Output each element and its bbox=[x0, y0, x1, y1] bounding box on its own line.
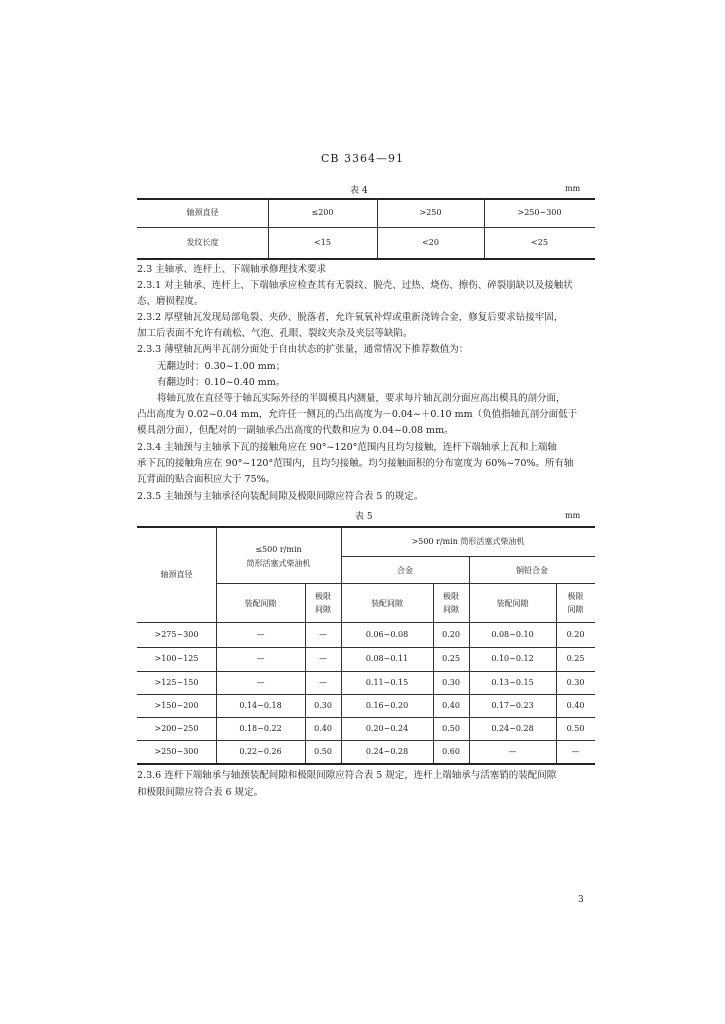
para-flange: 有翻边时：0.10~0.40 mm。 bbox=[157, 377, 286, 388]
table5-cell-diameter: >125~150 bbox=[154, 678, 199, 687]
table5-cell-limit-alloy: 0.60 bbox=[442, 747, 460, 756]
table5-cell-fit-alloy: 0.16~0.20 bbox=[365, 701, 409, 710]
table4-caption: 表 4 bbox=[350, 186, 368, 196]
table5-cell-limit-alloy: 0.50 bbox=[442, 724, 460, 733]
para-measure-a: 将轴瓦放在直径等于轴瓦实际外径的半圆模具内测量，要求每片轴瓦剖分面应高出模具的剖分面， bbox=[157, 393, 566, 404]
table4-unit: mm bbox=[565, 184, 581, 193]
table5-head-high-speed: >500 r/min 筒形活塞式柴油机 bbox=[411, 537, 525, 546]
table5-cell-limit-low: — bbox=[319, 630, 327, 639]
table5-cell-fit-copper: 0.24~0.28 bbox=[491, 724, 534, 733]
table5-cell-fit-low: — bbox=[256, 654, 265, 663]
table5-head-alloy: 合金 bbox=[397, 566, 413, 575]
table5-cell-limit-copper: 0.30 bbox=[566, 678, 585, 687]
table5-cell-fit-low: 0.14~0.18 bbox=[239, 701, 282, 710]
table5-cell-diameter: >250~300 bbox=[154, 747, 199, 756]
table5-cell-diameter: >275~300 bbox=[154, 630, 199, 639]
para-2-3: 2.3 主轴承、连杆上、下端轴承修理技术要求 bbox=[137, 264, 327, 275]
table5-cell-fit-copper: 0.10~0.12 bbox=[491, 654, 534, 663]
table5-cell-diameter: >100~125 bbox=[154, 654, 199, 663]
table5-head-fit-2: 装配间隙 bbox=[371, 599, 403, 608]
table5-cell-limit-alloy: 0.40 bbox=[442, 701, 460, 710]
table5-cell-fit-alloy: 0.06~0.08 bbox=[365, 630, 409, 639]
table5-cell-limit-low: 0.40 bbox=[314, 724, 332, 733]
para-2-3-4-c: 瓦背面的贴合面积应大于 75%。 bbox=[137, 474, 276, 485]
table5-head-limit-2: 极限 bbox=[443, 592, 459, 601]
table5-cell-fit-alloy: 0.11~0.15 bbox=[365, 678, 409, 687]
table5-head-fit-1: 装配间隙 bbox=[244, 599, 277, 608]
table5-head-copper-lead: 铜铅合金 bbox=[516, 566, 548, 575]
para-2-3-5: 2.3.5 主轴颈与主轴承径向装配间隙及极限间隙应符合表 5 的规定。 bbox=[137, 491, 424, 502]
table5-cell-limit-copper: 0.20 bbox=[566, 630, 585, 639]
table5-cell-fit-low: — bbox=[256, 678, 265, 687]
table5-cell-fit-alloy: 0.20~0.24 bbox=[365, 724, 409, 733]
table5-head-journal: 轴颈直径 bbox=[160, 570, 193, 579]
table5-cell-fit-alloy: 0.24~0.28 bbox=[365, 747, 409, 756]
table5-head-low-speed-type: 筒形活塞式柴油机 bbox=[246, 559, 311, 568]
table4-row2-c1: <15 bbox=[314, 238, 331, 247]
table5-head-low-speed: ≤500 r/min bbox=[255, 545, 302, 554]
table5-caption: 表 5 bbox=[355, 512, 373, 522]
para-2-3-4-b: 承下瓦的接触角应在 90°~120°范围内，且均匀接触。均匀接触面积的分布宽度为 60%~70%。所有轴 bbox=[137, 458, 574, 469]
para-2-3-4-a: 2.3.4 主轴颈与主轴承下瓦的接触角应在 90°~120°范围内且均匀接触，连杆下端轴承上瓦和上端轴 bbox=[137, 442, 557, 453]
table5-cell-fit-copper: — bbox=[508, 747, 517, 756]
table5-cell-limit-copper: — bbox=[571, 747, 580, 756]
table5-cell-limit-low: 0.50 bbox=[314, 747, 332, 756]
para-2-3-6-a: 2.3.6 连杆下端轴承与轴颈装配间隙和极限间隙应符合表 5 规定，连杆上端轴承与活塞销的装配间隙 bbox=[137, 770, 557, 781]
table5-cell-fit-low: 0.22~0.26 bbox=[239, 747, 282, 756]
table5-cell-limit-alloy: 0.25 bbox=[442, 654, 460, 663]
table4-row2-c3: <25 bbox=[531, 238, 548, 247]
table5-cell-limit-copper: 0.25 bbox=[566, 654, 585, 663]
table5-unit: mm bbox=[565, 511, 581, 520]
table5-head-fit-3: 装配间隙 bbox=[496, 599, 529, 608]
table5-cell-limit-low: 0.30 bbox=[314, 701, 332, 710]
table5-cell-diameter: >150~200 bbox=[154, 701, 199, 710]
table5-cell-limit-alloy: 0.30 bbox=[442, 678, 460, 687]
standard-number: CB 3364—91 bbox=[321, 152, 404, 165]
table5-cell-fit-copper: 0.13~0.15 bbox=[491, 678, 534, 687]
table5-cell-limit-low: — bbox=[319, 654, 327, 663]
table4-row1-label: 轴颈直径 bbox=[186, 208, 219, 217]
table4-row1-c2: >250 bbox=[419, 208, 442, 217]
table5-head-limit-2b: 间隙 bbox=[443, 605, 459, 614]
table5-cell-limit-alloy: 0.20 bbox=[442, 630, 460, 639]
table4-row2-c2: <20 bbox=[422, 238, 439, 247]
para-2-3-1-b: 态、磨损程度。 bbox=[137, 296, 204, 307]
table5-cell-limit-low: — bbox=[319, 678, 327, 687]
table4-row1-c1: ≤200 bbox=[311, 208, 334, 217]
para-measure-c: 模具剖分面），但配对的一副轴承凸出高度的代数和应为 0.04~0.08 mm。 bbox=[137, 425, 454, 436]
table5-cell-limit-copper: 0.50 bbox=[566, 724, 585, 733]
table4-row2-label: 发纹长度 bbox=[186, 238, 219, 247]
para-2-3-2-b: 加工后表面不允许有疏松、气泡、孔眼、裂纹夹杂及夹层等缺陷。 bbox=[137, 328, 413, 339]
table5-cell-fit-low: 0.18~0.22 bbox=[239, 724, 282, 733]
table5-cell-fit-alloy: 0.08~0.11 bbox=[365, 654, 409, 663]
table4-row1-c3: >250~300 bbox=[517, 208, 562, 217]
table5-head-limit-1: 极限 bbox=[315, 592, 331, 601]
table5-cell-diameter: >200~250 bbox=[154, 724, 199, 733]
table5-cell-fit-copper: 0.08~0.10 bbox=[491, 630, 534, 639]
para-measure-b: 凸出高度为 0.02~0.04 mm，允许任一侧瓦的凸出高度为－0.04~＋0.10 mm（负值指轴瓦剖分面低于 bbox=[137, 409, 578, 420]
table5-head-limit-1b: 间隙 bbox=[315, 605, 331, 614]
table5-cell-fit-copper: 0.17~0.23 bbox=[491, 701, 534, 710]
para-no-flange: 无翻边时：0.30~1.00 mm； bbox=[157, 361, 286, 372]
table5-head-limit-3b: 间隙 bbox=[567, 605, 584, 614]
table5-cell-fit-low: — bbox=[256, 630, 265, 639]
para-2-3-2-a: 2.3.2 厚壁轴瓦发现局部龟裂、夹砂、脱落者，允许氧氧补焊或重新浇铸合金，修复后要求钻接牢固， bbox=[137, 312, 564, 323]
page-number: 3 bbox=[578, 895, 584, 905]
para-2-3-1-a: 2.3.1 对主轴承、连杆上、下端轴承应检查其有无裂纹、脱壳、过热、烧伤、擦伤、碎裂崩缺以及接触状 bbox=[137, 280, 573, 291]
para-2-3-6-b: 和极限间隙应符合表 6 规定。 bbox=[137, 787, 264, 798]
table5-head-limit-3: 极限 bbox=[567, 592, 584, 601]
table5-cell-limit-copper: 0.40 bbox=[566, 701, 585, 710]
para-2-3-3: 2.3.3 薄壁轴瓦两半瓦剖分面处于自由状态的扩张量，通常情况下推荐数值为： bbox=[137, 344, 469, 355]
